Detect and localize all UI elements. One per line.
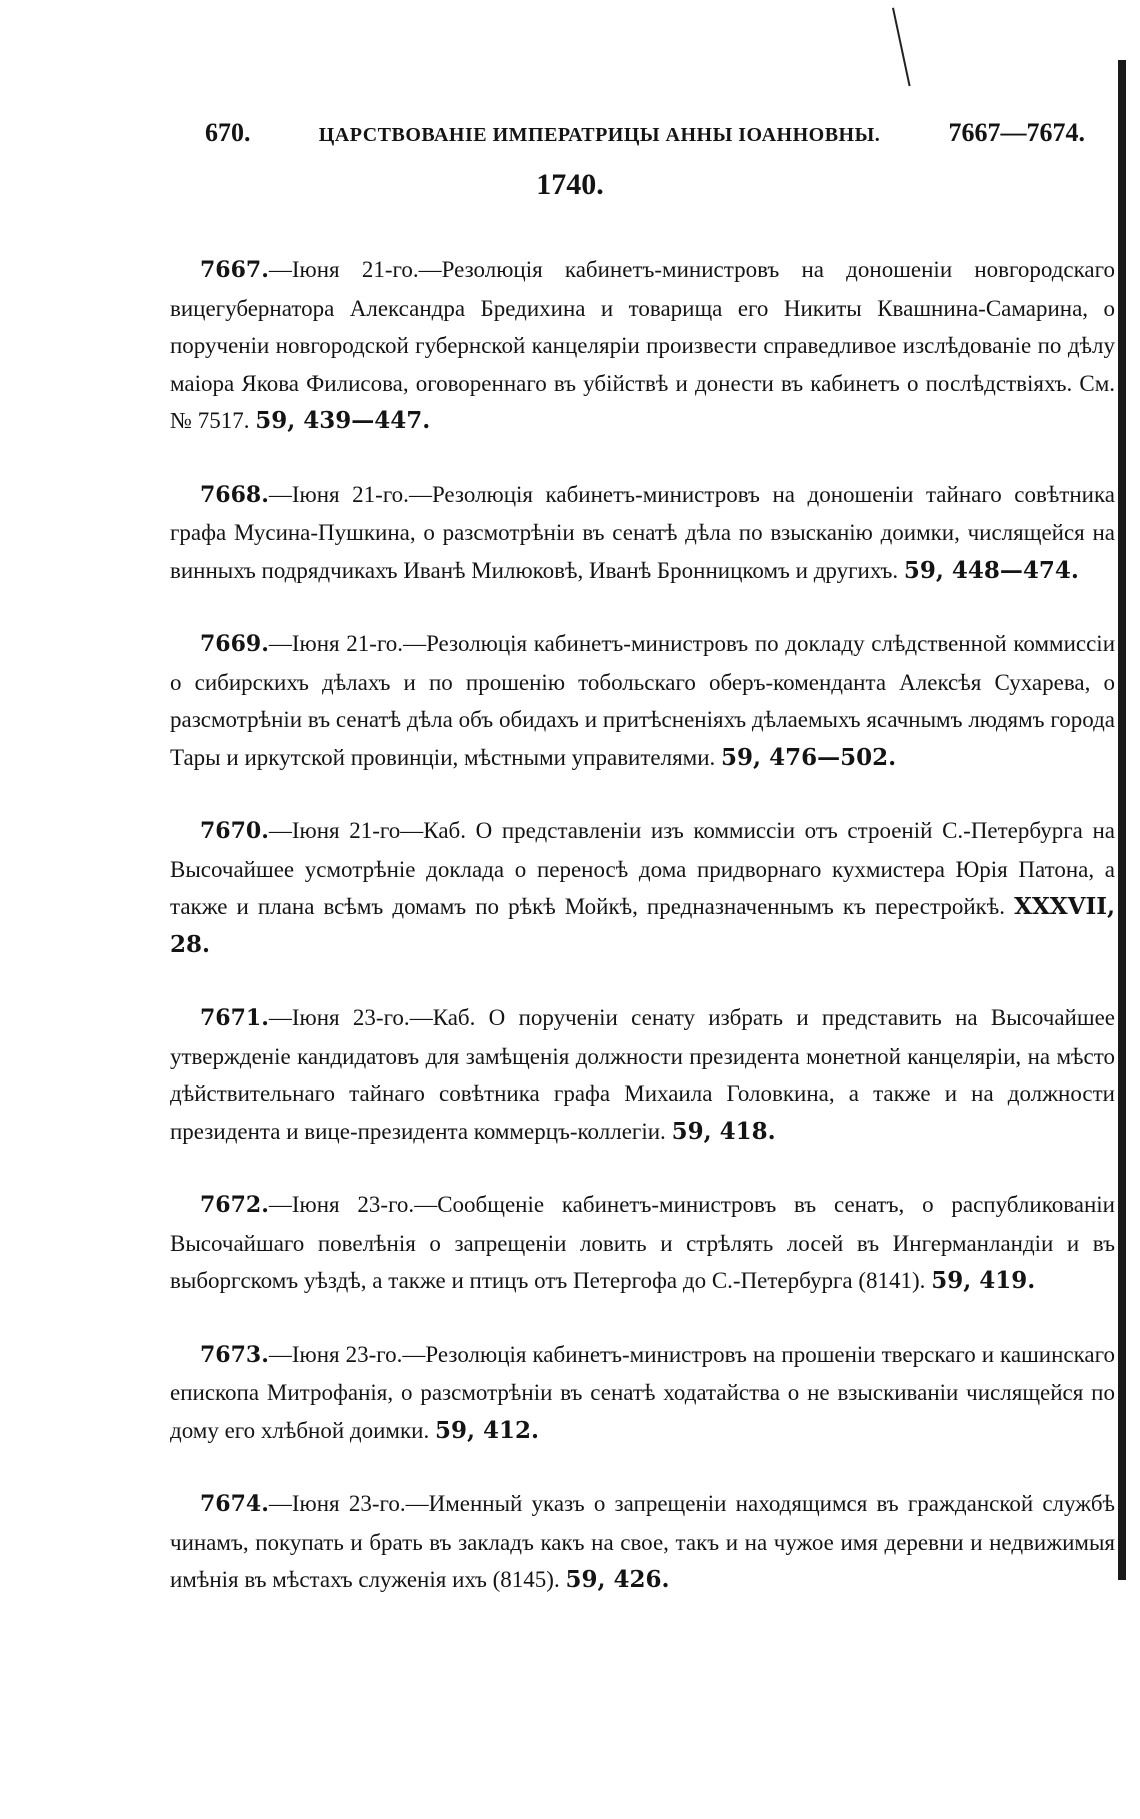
entry (170, 999, 1115, 1150)
entry-text: —Резолюція кабинетъ-министровъ на доношеніи тайнаго совѣтника графа Мусина-Пушкина, о разсмотрѣніи въ сенатѣ дѣла по взысканію доимки, числящейся на винныхъ подрядчикахъ Иванѣ Милюковѣ, Иванѣ Бронницкомъ и другихъ. (170, 481, 1116, 583)
entry (170, 812, 1115, 963)
entry (170, 1485, 1115, 1599)
running-title: ЦАРСТВОВАНІЕ ИМПЕРАТРИЦЫ АННЫ ІОАННОВНЫ. (318, 124, 881, 146)
entry (170, 1336, 1115, 1450)
entry-text: —Каб. О порученіи сенату избрать и представить на Высочайшее утвержденіе кандидатовъ для замѣщенія должности президента монетной канцеляріи, на мѣсто дѣйствительнаго тайнаго совѣтника графа Михаила Головкина, а также и на должности президента и вице-президента коммерцъ-коллегіи. (170, 1005, 1115, 1144)
entry-text: —Сообщеніе кабинетъ-министровъ въ сенатъ, о распубликованіи Высочайшаго повелѣнія о запрещеніи ловить и стрѣлять лосей въ Ингерманландіи и въ выборгскомъ уѣздѣ, а также и птицъ отъ Петергофа до С.-Петербурга (8141). (170, 1192, 1115, 1293)
page-number: 670. (205, 118, 251, 147)
entry-date: —Іюня 23-го. (268, 1341, 403, 1367)
entry-reference: 59, 418. (671, 1117, 776, 1145)
entry-number: 7673. (200, 1341, 269, 1368)
entry-number: 7672. (200, 1192, 269, 1218)
entry-number: 7674. (200, 1491, 269, 1517)
entry-reference: 59, 426. (565, 1566, 670, 1593)
entry-reference: 59, 419. (931, 1267, 1036, 1294)
entry-text: —Резолюція кабинетъ-министровъ по докладу слѣдственной коммиссіи о сибирскихъ дѣлахъ и по прошенію тобольскаго оберъ-коменданта Алексѣя Сухарева, о разсмотрѣніи въ сенатѣ дѣла объ обидахъ и притѣсненіяхъ дѣлаемыхъ ясачнымъ людямъ города Тары и иркутской провинціи, мѣстными управителями. (170, 631, 1115, 770)
year-heading: 1740. (536, 168, 604, 201)
entry (170, 251, 1115, 440)
entry-number: 7667. (200, 257, 269, 283)
entry (170, 476, 1115, 590)
entry-text: —Резолюція кабинетъ-министровъ на доношеніи новгородскаго вицегубернатора Александра Бредихина и товарища его Никиты Квашнина-Самарина, о порученіи новгородской губернской канцеляріи произвести справедливое изслѣдованіе по дѣлу маіора Якова Филисова, оговореннаго въ убійствѣ и донести въ кабинетъ о послѣдствіяхъ. См. № 7517. (170, 257, 1116, 433)
entry-number: 7670. (200, 818, 269, 844)
entry-range: 7667—7674. (948, 118, 1085, 147)
entry-date: —Іюня 23-го. (268, 1491, 406, 1516)
entry-reference: 59, 448—474. (903, 556, 1079, 584)
entry-reference: 59, 412. (434, 1416, 540, 1444)
entry (170, 625, 1115, 776)
entry-date: —Іюня 23-го. (268, 1005, 410, 1030)
entry-text: —Именный указъ о запрещеніи находящимся въ гражданской службѣ чинамъ, покупать и брать въ закладъ какъ на свое, такъ и на чужое имя деревни и недвижимыя имѣнія въ мѣстахъ служенія ихъ (8145). (170, 1491, 1116, 1592)
entry-number: 7668. (200, 481, 269, 508)
entry-reference: 59, 476—502. (721, 743, 897, 771)
entry (170, 1186, 1115, 1300)
entry-reference: 59, 439—447. (255, 407, 431, 434)
binding-edge (1118, 60, 1126, 1580)
entries-list (170, 228, 1115, 1635)
running-header (205, 118, 1085, 158)
entry-text: —Резолюція кабинетъ-министровъ на прошеніи тверскаго и кашинскаго епископа Митрофанія, о разсмотрѣніи въ сенатѣ ходатайства о не взыскиваніи числящейся по дому его хлѣбной доимки. (170, 1341, 1116, 1443)
entry-date: —Іюня 21-го (268, 818, 401, 843)
entry-date: —Іюня 23-го. (268, 1192, 415, 1217)
margin-mark (892, 8, 911, 87)
entry-number: 7669. (200, 631, 269, 657)
entry-date: —Іюня 21-го. (268, 481, 409, 507)
entry-date: —Іюня 21-го. (268, 257, 419, 282)
entry-date: —Іюня 21-го. (268, 631, 404, 656)
entry-number: 7671. (200, 1005, 269, 1031)
entry-text: —Каб. О представленіи изъ коммиссіи отъ строеній С.-Петербурга на Высочайшее усмотрѣніе доклада о переносѣ дома придворнаго кухмистера Юрія Патона, а также и плана всѣмъ домамъ по рѣкѣ Мойкѣ, предназначеннымъ къ перестройкѣ. (170, 818, 1116, 919)
entry-reference: XXXVII, 28. (170, 893, 1115, 958)
